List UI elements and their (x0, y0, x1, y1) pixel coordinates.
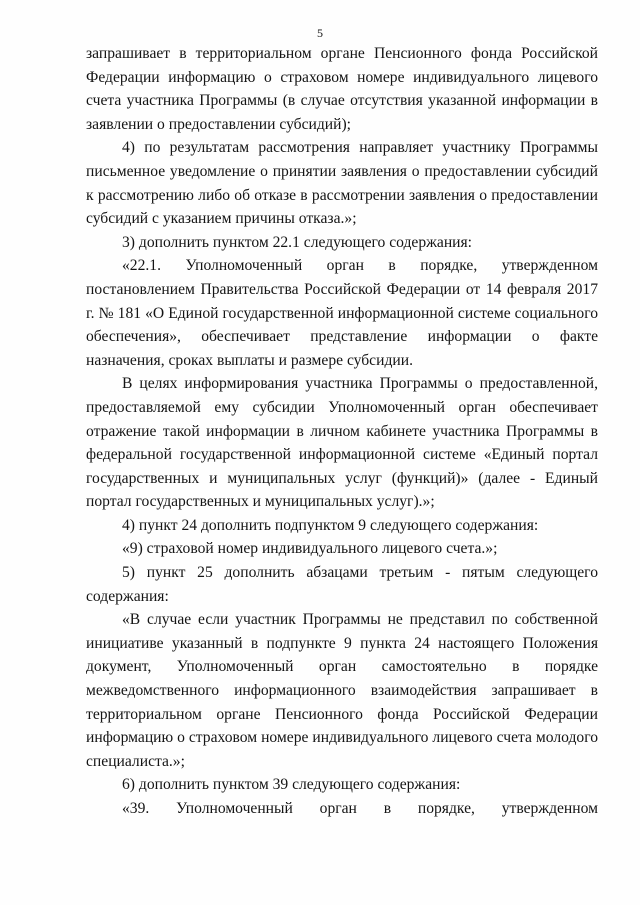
paragraph-amendment-5: 5) пункт 25 дополнить абзацами третьим - пятым следующего содержания: (86, 564, 598, 605)
paragraph-amendment-4: 4) пункт 24 дополнить подпунктом 9 следующего содержания: (122, 516, 539, 534)
document-body (86, 42, 598, 821)
paragraph-interagency-request: «В случае если участник Программы не представил по собственной инициативе указанный в подпункте 9 пункта 24 настоящего Положения документ, Уполномоченный орган самостоятельно в порядке межведомственного информационного взаимодействия запрашивает в территориальном органе Пенсионного фонда Российской Федерации информацию о страховом номере индивидуального лицевого счета молодого специалиста.»; (86, 611, 598, 770)
paragraph-clause-22-1: «22.1. Уполномоченный орган в порядке, утвержденном постановлением Правительства Российской Федерации от 14 февраля 2017 г. № 181 «О Единой государственной информационной системе социального обеспечения», обеспечивает представление информации о факте назначения, сроках выплаты и размере субсидии. (86, 257, 598, 369)
paragraph-subclause-9: «9) страховой номер индивидуального лицевого счета.»; (122, 540, 498, 558)
paragraph-amendment-6: 6) дополнить пунктом 39 следующего содержания: (122, 776, 461, 794)
page-number: 5 (317, 26, 323, 40)
paragraph-amendment-3: 3) дополнить пунктом 22.1 следующего содержания: (122, 233, 473, 251)
paragraph-item-4-notification: 4) по результатам рассмотрения направляет участнику Программы письменное уведомление о принятии заявления о предоставлении субсидий к рассмотрению либо об отказе в рассмотрении заявления о предоставлении субсидий с указанием причины отказа.»; (86, 139, 598, 228)
paragraph-informing-participant: В целях информирования участника Программы о предоставленной, предоставляемой ему субсидии Уполномоченный орган обеспечивает отражение такой информации в личном кабинете участника Программы в федеральной государственной информационной системе «Единый портал государственных и муниципальных услуг (функций)» (далее - Единый портал государственных и муниципальных услуг).»; (86, 375, 598, 511)
paragraph-request-info-continuation: запрашивает в территориальном органе Пенсионного фонда Российской Федерации информацию о страховом номере индивидуального лицевого счета участника Программы (в случае отсутствия указанной информации в заявлении о предоставлении субсидий); (86, 45, 598, 133)
paragraph-clause-39-start: «39. Уполномоченный орган в порядке, утвержденном (122, 800, 598, 817)
